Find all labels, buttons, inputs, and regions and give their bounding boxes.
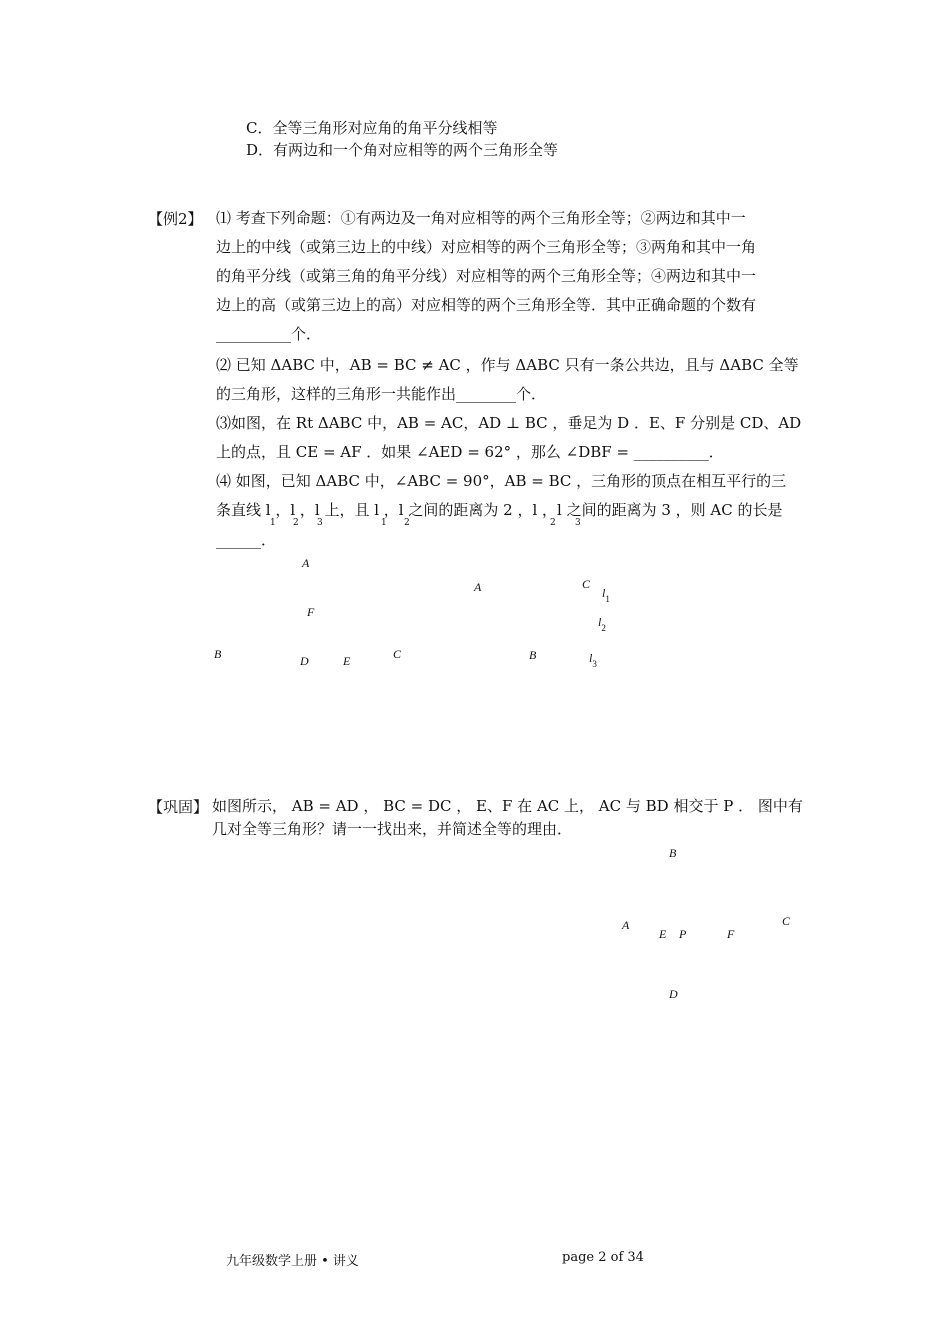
point-label-p: P <box>679 927 687 941</box>
example2-line-5: __________个． <box>216 325 322 343</box>
consolidate-line-1: 如图所示， AB = AD ， BC = DC ， E、F 在 AC 上， AC 与 BD 相交于 P ． 图中有 <box>212 797 803 815</box>
footer-title: 九年级数学上册 • 讲义 <box>226 1254 359 1269</box>
point-label-f: F <box>727 927 735 941</box>
subscript: 2 <box>550 518 556 528</box>
point-label-a: A <box>622 918 630 932</box>
example2-line-7: 的三角形，这样的三角形一共能作出________个． <box>216 385 547 403</box>
point-label-f: F <box>307 605 315 619</box>
example2-line-8: ⑶如图，在 Rt ΔABC 中，AB = AC，AD ⊥ BC ，垂足为 D ．E、F 分别是 CD、AD <box>216 414 802 432</box>
option-c: C．全等三角形对应角的角平分线相等 <box>246 119 498 137</box>
line-label-l3: $l_3$ <box>589 651 597 669</box>
option-d: D．有两边和一个角对应相等的两个三角形全等 <box>246 141 559 159</box>
example2-line-3: 的角平分线（或第三角的角平分线）对应相等的两个三角形全等；④两边和其中一 <box>216 267 757 285</box>
subscript: 1 <box>270 518 276 528</box>
example2-line-4: 边上的高（或第三边上的高）对应相等的两个三角形全等．其中正确命题的个数有 <box>216 296 757 314</box>
point-label-d: D <box>300 654 309 668</box>
example2-line-11: 条直线 l ，l ，l 上，且 l ，l 之间的距离为 2 ，l ，l 之间的距离为 3 ，则 AC 的长是 <box>216 501 783 519</box>
subscript: 2 <box>404 518 410 528</box>
line-label-l2: $l_2$ <box>598 615 606 633</box>
subscript: 1 <box>381 518 387 528</box>
page-number: page 2 of 34 <box>562 1250 644 1265</box>
point-label-c: C <box>393 647 402 661</box>
point-label-b: B <box>214 647 222 661</box>
subscript: 3 <box>317 518 323 528</box>
example2-tag: 【例2】 <box>148 210 203 228</box>
point-label-e: E <box>659 927 667 941</box>
point-label-b: B <box>529 648 537 662</box>
consolidate-tag: 【巩固】 <box>148 798 209 816</box>
point-label-c: C <box>582 577 591 591</box>
point-label-a: A <box>302 556 310 570</box>
example2-line-12: ______． <box>216 531 277 549</box>
subscript: 3 <box>575 518 581 528</box>
example2-line-6: ⑵ 已知 ΔABC 中，AB = BC ≠ AC ，作与 ΔABC 只有一条公共边，且与 ΔABC 全等 <box>216 356 799 374</box>
point-label-e: E <box>343 654 351 668</box>
line-label-l1: $l_1$ <box>602 586 610 604</box>
point-label-c: C <box>782 914 791 928</box>
example2-line-1: ⑴ 考查下列命题：①有两边及一角对应相等的两个三角形全等；②两边和其中一 <box>216 209 746 227</box>
point-label-b: B <box>669 846 677 860</box>
example2-line-2: 边上的中线（或第三边上的中线）对应相等的两个三角形全等；③两角和其中一角 <box>216 238 757 256</box>
point-label-d: D <box>669 987 678 1001</box>
point-label-a: A <box>474 580 482 594</box>
example2-line-10: ⑷ 如图，已知 ΔABC 中，∠ABC = 90°，AB = BC ，三角形的顶点在相互平行的三 <box>216 472 787 490</box>
example2-line-9: 上的点，且 CE = AF ．如果 ∠AED = 62° ，那么 ∠DBF = __________． <box>216 443 724 461</box>
consolidate-line-2: 几对全等三角形？请一一找出来，并简述全等的理由． <box>212 820 573 838</box>
subscript: 2 <box>293 518 299 528</box>
